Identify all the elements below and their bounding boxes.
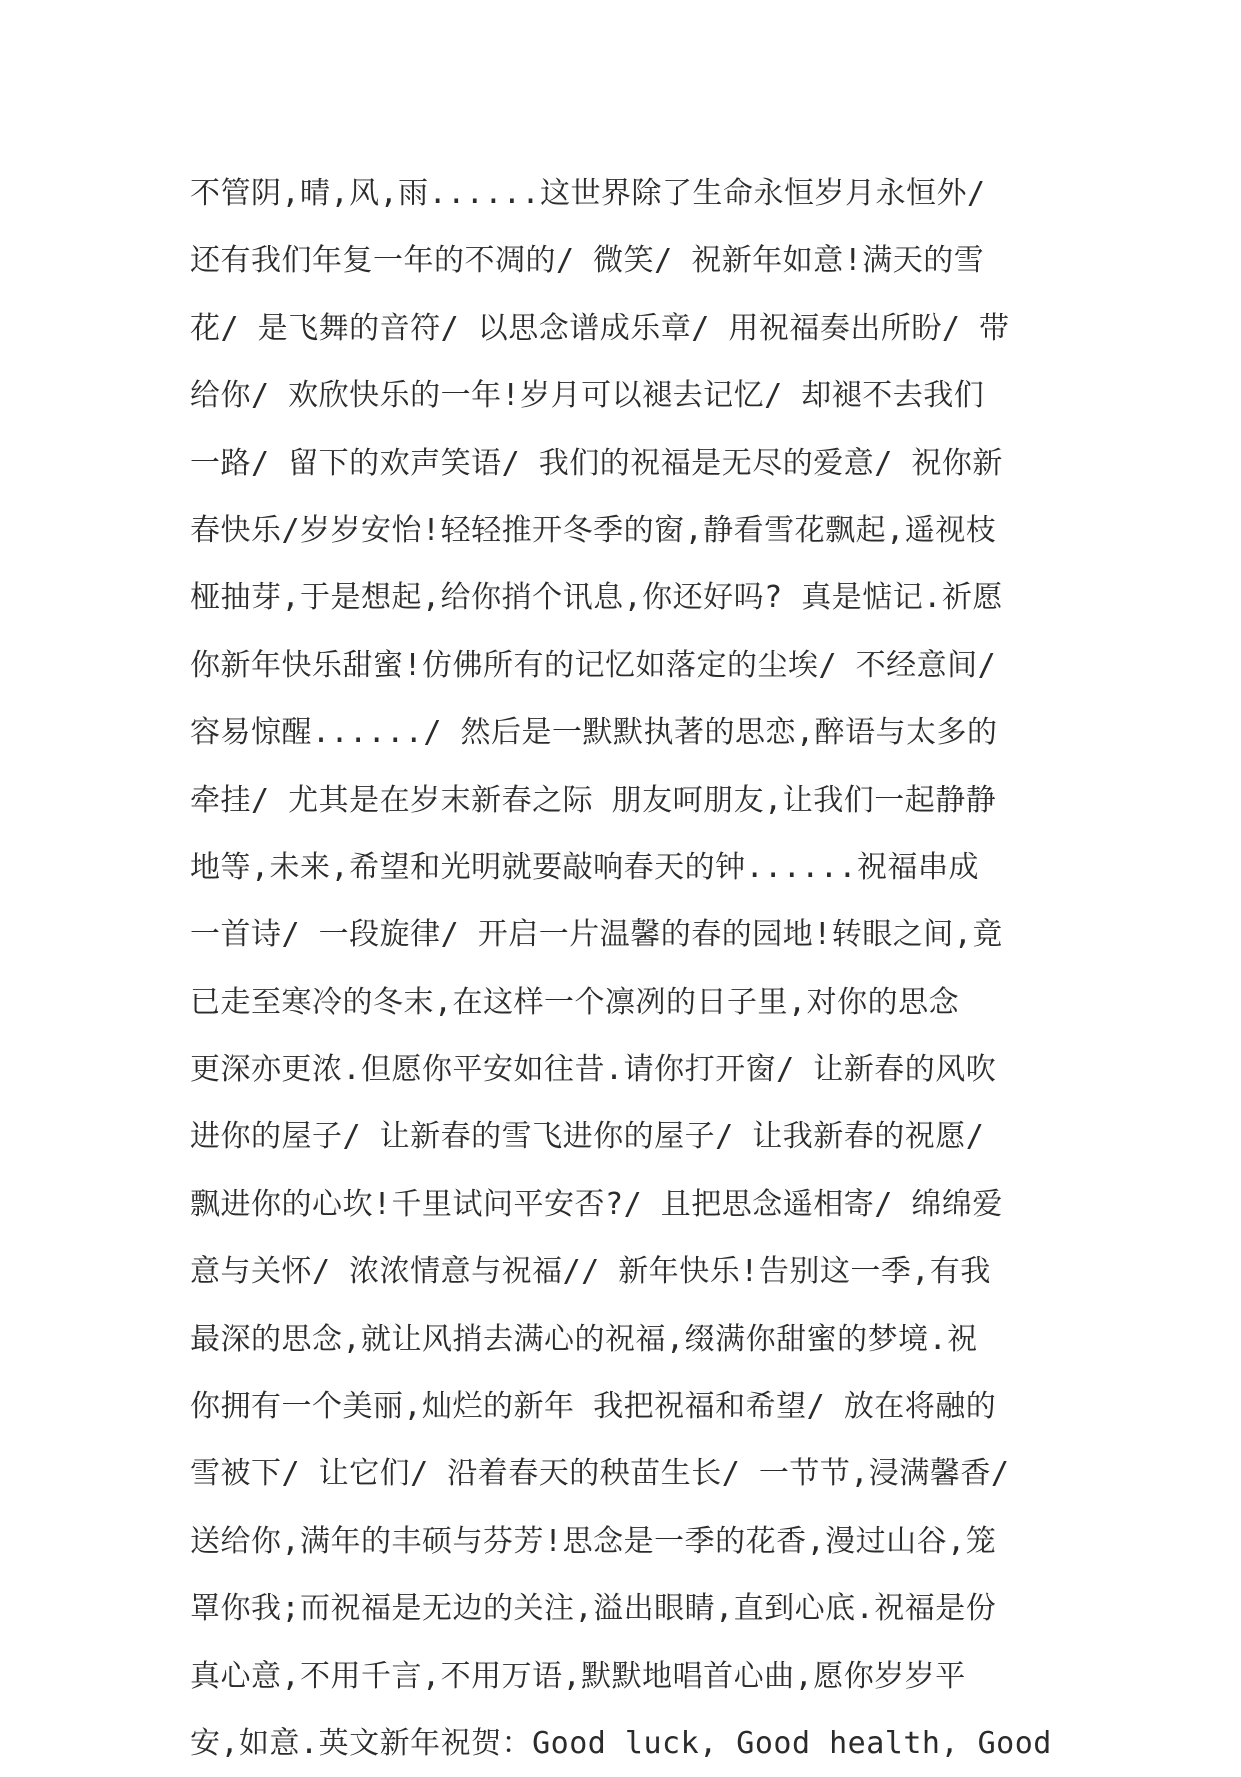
text-line: 你新年快乐甜蜜!仿佛所有的记忆如落定的尘埃/ 不经意间/ bbox=[190, 647, 997, 683]
text-line: 你拥有一个美丽,灿烂的新年 我把祝福和希望/ 放在将融的 bbox=[190, 1389, 997, 1425]
text-line: 送给你,满年的丰硕与芬芳!思念是一季的花香,漫过山谷,笼 bbox=[190, 1523, 997, 1559]
text-line: 容易惊醒....../ 然后是一默默执著的思恋,醉语与太多的 bbox=[190, 715, 998, 751]
text-line: 最深的思念,就让风捎去满心的祝福,缀满你甜蜜的梦境.祝 bbox=[190, 1321, 978, 1357]
text-line: 雪被下/ 让它们/ 沿着春天的秧苗生长/ 一节节,浸满馨香/ bbox=[190, 1456, 1010, 1492]
text-line: 一首诗/ 一段旋律/ 开启一片温馨的春的园地!转眼之间,竟 bbox=[190, 917, 1003, 953]
text-line: 一路/ 留下的欢声笑语/ 我们的祝福是无尽的爱意/ 祝你新 bbox=[190, 445, 1003, 481]
text-line: 还有我们年复一年的不凋的/ 微笑/ 祝新年如意!满天的雪 bbox=[190, 243, 985, 279]
text-line: 牵挂/ 尤其是在岁末新春之际 朋友呵朋友,让我们一起静静 bbox=[190, 782, 997, 818]
text-line: 花/ 是飞舞的音符/ 以思念谱成乐章/ 用祝福奏出所盼/ 带 bbox=[190, 310, 1010, 346]
body-text bbox=[190, 160, 1070, 1777]
text-line: 春快乐/岁岁安怡!轻轻推开冬季的窗,静看雪花飘起,遥视枝 bbox=[190, 512, 997, 548]
text-line: 进你的屋子/ 让新春的雪飞进你的屋子/ 让我新春的祝愿/ bbox=[190, 1119, 985, 1155]
text-line: 意与关怀/ 浓浓情意与祝福// 新年快乐!告别这一季,有我 bbox=[190, 1254, 991, 1290]
text-line: 真心意,不用千言,不用万语,默默地唱首心曲,愿你岁岁平 bbox=[190, 1658, 966, 1694]
text-line: 飘进你的心坎!千里试问平安否?/ 且把思念遥相寄/ 绵绵爱 bbox=[190, 1186, 1003, 1222]
text-line: 罩你我;而祝福是无边的关注,溢出眼睛,直到心底.祝福是份 bbox=[190, 1591, 997, 1627]
text-line: 安,如意.英文新年祝贺：Good luck, Good health, Good bbox=[190, 1725, 1052, 1761]
text-line: 给你/ 欢欣快乐的一年!岁月可以褪去记忆/ 却褪不去我们 bbox=[190, 378, 985, 414]
text-line: 桠抽芽,于是想起,给你捎个讯息,你还好吗? 真是惦记.祈愿 bbox=[190, 580, 1003, 616]
text-line: 更深亦更浓.但愿你平安如往昔.请你打开窗/ 让新春的风吹 bbox=[190, 1052, 997, 1088]
text-line: 已走至寒冷的冬末,在这样一个凛冽的日子里,对你的思念 bbox=[190, 984, 960, 1020]
text-line: 不管阴,晴,风,雨......这世界除了生命永恒岁月永恒外/ bbox=[190, 176, 986, 211]
text-line: 地等,未来,希望和光明就要敲响春天的钟......祝福串成 bbox=[190, 849, 979, 885]
